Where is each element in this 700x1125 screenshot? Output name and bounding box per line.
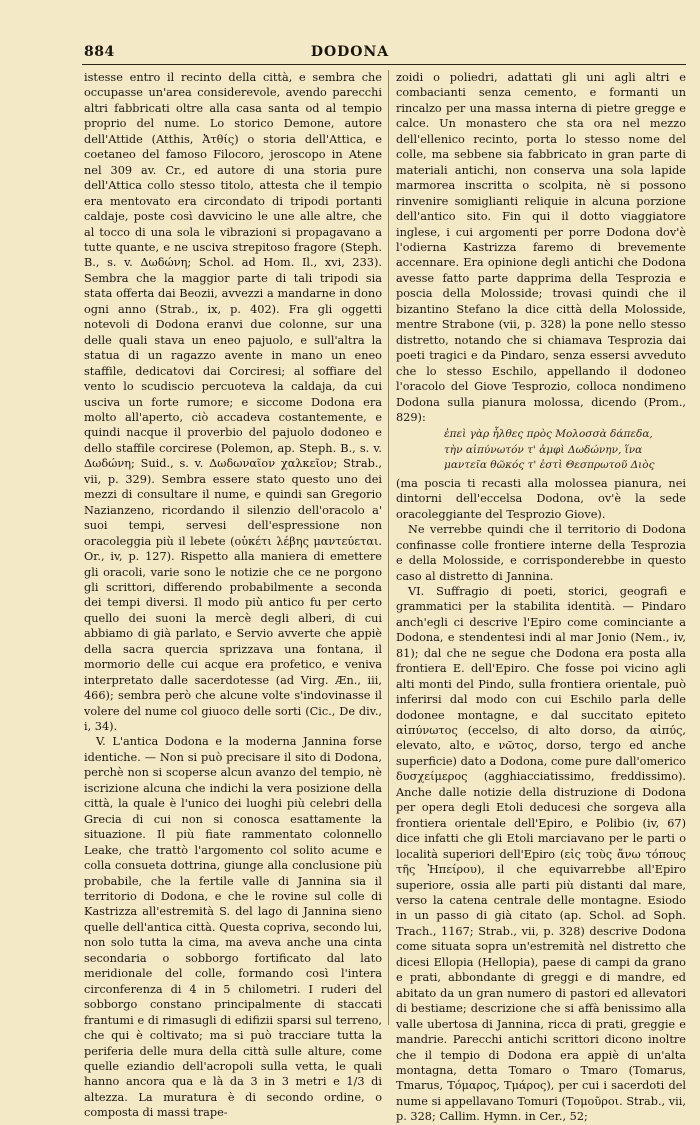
right-paragraph-1: zoidi o poliedri, adattati gli uni agli altri e combacianti senza cemento, e formanti un rincalzo per una massa interna di pietre gregge e calce. Un monastero che sta ora nel mezzo dell'ellenico recinto, porta lo stesso nome del colle, ma sebbene sia fabbricato in gran parte di materiali antichi, non conserva una sola lapide marmorea inscritta o scolpita, nè si possono rinvenire somiglianti reliquie in alcuna porzione dell'antico sito. Fin qui il dotto viaggiatore inglese, i cui argomenti per porre Dodona dov'è l'odierna Kastrizza faremo di brevemente accennare. Era opinione degli antichi che Dodona avesse fatto parte dapprima della Tesprozia e poscia della Molosside; trovasi quindi che il bizantino Stefano la dice città della Molosside, mentre Strabone (vii, p. 328) la pone nello stesso distretto, notando che si chiamava Tesprozia dai poeti tragici e da Pindaro, senza essersi avveduto che lo stesso Eschilo, appellando il dodoneo l'oracolo del Giove Tesprozio, colloca nondimeno Dodona sulla pianura molossa, dicendo (Prom., 829): (396, 71, 686, 424)
quote-line-2: τὴν αἰπύνωτόν τ' ἀμφὶ Δωδώνην, ἵνα (444, 443, 643, 456)
section-vi-paragraph: VI. Suffragio di poeti, storici, geografi e grammatici per la stabilita identità. — Pindaro anch'egli ci descrive l'Epiro come cominciante a Dodona, e stendentesi indi al mar Jonio (Nem., iv, 81); dal che ne segue che Dodona era posta alla frontiera E. dell'Epiro. Che fosse poi vicino agli alti monti del Pindo, sulla frontiera orientale, può inferirsi dal modo con cui Eschilo parla delle dodonee montagne, e dal succitato epiteto αἰπύνωτος (eccelso, di alto dorso, da αἰπύς, elevato, alto, e νῶτος, dorso, tergo ed anche superficie) dato a Dodona, come pure dall'omerico δυσχείμερος (agghiacciatissimo, freddissimo). Anche dalle notizie della distruzione di Dodona per opera degli Etoli deducesi che sorgeva alla frontiera orientale dell'Epiro, e Polibio (iv, 67) dice infatti che gli Etoli marciavano per le parti o località superiori dell'Epiro (εἰς τοὺς ἄνω τόπους τῆς Ἠπείρου), il che equivarrebbe all'Epiro superiore, ossia alle parti più distanti dal mare, verso la catena centrale delle montagne. Esiodo in un passo di già citato (ap. Schol. ad Soph. Trach., 1167; Strab., vii, p. 328) descrive Dodona come situata sopra un'estremità nel distretto che dicesi Ellopia (Hellopia), paese di campi da grano e prati, abbondante di greggi e di mandre, ed abitato da un gran numero di pastori ed allevatori di bestiame; descrizione che si affà benissimo alla valle ubertosa di Jannina, ricca di prati, greggie e mandrie. Parecchi antichi scrittori dicono inoltre che il tempio di Dodona era appiè di un'alta montagna, detta Tomaro o Tmaro (Tomarus, Tmarus, Τόμαρος, Τμάρος), per cui i sacerdoti del nume si appellavano Tomuri (Τομοῦροι. Strab., vii, p. 328; Callim. Hymn. in Cer., 52; (396, 584, 686, 1124)
right-column (396, 70, 686, 1125)
section-v-paragraph: V. L'antica Dodona e la moderna Jannina forse identiche. — Non si può precisare il sito di Dodona, perchè non si scoperse alcun avanzo del tempio, nè iscrizione alcuna che indichi la vera posizione della città, la quale è l'unico dei luoghi più celebri della Grecia di cui non si conosca esattamente la situazione. Il più fiate rammentato colonnello Leake, che trattò l'argomento col solito acume e colla consueta dottrina, giunge alla conclusione più probabile, che la fertile valle di Jannina sia il territorio di Dodona, e che le rovine sul colle di Kastrizza all'estremità S. del lago di Jannina sieno quelle dell'antica città. Questa copriva, secondo lui, non solo tutta la cima, ma aveva anche una cinta secondaria o sobborgo fortificato dal lato meridionale del colle, formando così l'intera circonferenza di 4 in 5 chilometri. I ruderi del sobborgo constano principalmente di staccati frantumi e di rimasugli di edifizii sparsi sul terreno, che qui è coltivato; ma si può tracciare tutta la periferia delle mura della città sulle alture, come quelle eziandio dell'acropoli sulla vetta, le quali hanno ancora qua e là da 3 in 3 metri e 1/3 di altezza. La muratura è di secondo ordine, o composta di massi trape- (84, 735, 382, 1120)
right-paragraph-2: Ne verrebbe quindi che il territorio di Dodona confinasse colle frontiere interne della Tesprozia e della Molosside, e corrisponderebbe in questo caso al distretto di Jannina. (396, 523, 686, 583)
header-rule (82, 64, 686, 65)
page-number: 884 (84, 44, 115, 60)
greek-quotation (396, 427, 686, 473)
column-divider (388, 70, 389, 1025)
left-paragraph-1: istesse entro il recinto della città, e sembra che occupasse un'area considerevole, avendo parecchi altri fabbricati oltre alla casa santa od al tempio proprio del nume. Lo storico Demone, autore dell'Attide (Atthis, Ἀτθίς) o storia dell'Attica, e coetaneo del famoso Filocoro, jeroscopo in Atene nel 309 av. Cr., ed autore di una storia pure dell'Attica collo stesso titolo, attesta che il tempio era mentovato era circondato di tripodi portanti caldaje, poste così davvicino le une alle altre, che al tocco di una sola le vibrazioni si propagavano a tutte quante, e ne usciva strepitoso fragore (Steph. B., s. v. Δωδώνη; Schol. ad Hom. Il., xvi, 233). Sembra che la maggior parte di tali tripodi sia stata offerta dai Beozii, avvezzi a mandarne in dono ogni anno (Strab., ix, p. 402). Fra gli oggetti notevoli di Dodona eranvi due colonne, sur una delle quali stava un eneo pajuolo, e sull'altra la statua di un ragazzo avente in mano un eneo staffile, dedicatovi dai Corciresi; al soffiare del vento lo scudiscio percuoteva la caldaja, da cui usciva un forte rumore; e siccome Dodona era molto all'aperto, ciò accadeva costantemente, e quindi nacque il proverbio del pajuolo dodoneo e dello staffile corcirese (Polemon, ap. Steph. B., s. v. Δωδώνη; Suid., s. v. Δωδωναῖον χαλκεῖον; Strab., vii, p. 329). Sembra essere stato questo uno dei mezzi di consultare il nume, e quindi san Gregorio Nazianzeno, ricordando il silenzio dell'oracolo a' suoi tempi, servesi dell'espressione non oracoleggia più il lebete (οὐκέτι λέβης μαντεύεται. Or., iv, p. 127). Rispetto alla maniera di emettere gli oracoli, varie sono le notizie che ce ne porgono gli scrittori, differendo probabilmente a seconda dei tempi diversi. Il modo più antico fu per certo quello dei suoni la mercè degli alberi, di cui abbiamo di già parlato, e Servio avverte che appiè della sacra quercia sprizzava una fontana, il mormorio delle cui acque era profetico, e veniva interpretato dalle sacerdotesse (ad Virg. Æn., iii, 466); sembra però che alcune volte s'indovinasse il volere del nume col giuoco delle sorti (Cic., De div., i, 34). (84, 71, 382, 734)
quote-translation: (ma poscia ti recasti alla molossea pianura, nei dintorni dell'eccelsa Dodona, ov'è la sede oracoleggiante del Tesprozio Giove). (396, 476, 686, 521)
quote-line-3: μαντεῖα θῶκός τ' ἐστὶ Θεσπρωτοῦ Διὸς (444, 459, 655, 472)
left-column (84, 70, 382, 1121)
running-head-title: DODONA (310, 44, 390, 60)
quote-line-1: ἐπεὶ γὰρ ἦλθες πρὸς Μολοσσὰ δάπεδα, (444, 428, 653, 441)
